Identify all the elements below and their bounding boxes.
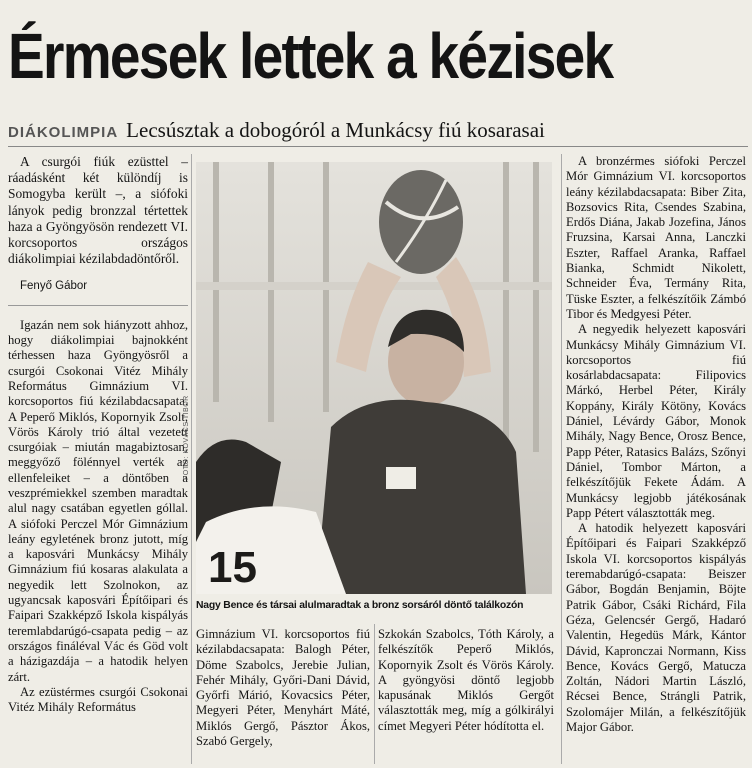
body-paragraph: A negyedik helyezett kaposvári Munkácsy Mihály Gimnázium VI. korcsoportos fiú kosárlabdacsapata: Filipovics Márkó, Herbel Péter, Király Koppány, Király Kötöny, Kovács Dániel, Lévárdy Gábor, Monok Mihály, Nagy Bence, Orosz Bence, Papp Péter, Ratasics Balázs, Szőnyi Dániel, Tombor Márton, a felkészítőjük Fekete Ádám. A Munkácsy legjobb játékosának Papp Pétert választották meg. — [566, 322, 746, 520]
body-paragraph: A hatodik helyezett kaposvári Építőipari és Faipari Szakképző Iskola VI. korcsoportos kispályás teremabdarúgó-csapata: Beiszer Gábor, Bogdán Benjamin, Böjte Patrik Gábor, Csáki Richárd, Fila Géza, Gelencsér Gergő, Hadaró Valentin, Hegedüs Márk, Kántor Dávid, Kapronczai Normann, Kiss Bence, Kovács Gergő, Matucza Zoltán, Nádori Martin László, Récsei Bence, Strángli Patrik, Szolomájer Milán, a felkészítőjük Major Gábor. — [566, 521, 746, 734]
article-photo — [196, 162, 552, 594]
body-paragraph: A bronzérmes siófoki Perczel Mór Gimnázium VI. korcsoportos leány kézilabdacsapata: Biber Zita, Bozsovics Rita, Csendes Szabina, Erdős Diána, Jakab Jozefina, János Fruzsina, Karsai Anna, Lanczki Eszter, Raffael Aranka, Raffael Bianka, Schmidt Nikolett, Schneider Éva, Termány Rita, Tüske Eszter, a felkészítőik Zámbó Tibor és Medgyesi Péter. — [566, 154, 746, 321]
lead-paragraph: A csurgói fiúk ezüsttel – ráadásként két különdíj is Somogyba került –, a siófoki lányok pedig bronzzal tértettek haza a Gyöngyösön rendezett VI. korcsoportos országos diákolimpiai kézilabdadöntőről. — [8, 154, 188, 267]
basketball-photo — [196, 162, 552, 594]
player-jersey — [316, 400, 526, 594]
kicker: DIÁKOLIMPIA — [8, 124, 119, 141]
photo-credit: FOTÓ: KOVÁCS TIBOR — [183, 395, 190, 480]
byline: Fenyő Gábor — [20, 280, 88, 293]
kicker-line — [8, 118, 748, 143]
byline-rule — [8, 305, 188, 306]
column-4 — [566, 154, 746, 735]
jersey-number: 15 — [208, 543, 257, 592]
body-paragraph: Szkokán Szabolcs, Tóth Károly, a felkészítők Peperő Miklós, Kopornyik Zsolt és Vörös Károly. A gyöngyösi döntő legjobb kapusának Miklós Gergőt választották meg, míg a gólkirályi címet Megyeri Péter hódította el. — [378, 627, 554, 733]
subhead: Lecsúsztak a dobogóról a Munkácsy fiú kosarasai — [126, 118, 545, 142]
header-rule — [8, 146, 748, 147]
headline: Érmesek lettek a kézisek — [8, 20, 613, 92]
column-rule — [561, 154, 562, 764]
column-1 — [8, 154, 188, 715]
body-paragraph: Igazán nem sok hiányzott ahhoz, hogy diákolimpiai bajnokként térhessen haza Gyöngyösről a csurgói Csokonai Vitéz Mihály Református Gimnázium VI. korcsoportos fiú kézilabdacsapata. A Peperő Miklós, Kopornyik Zsolt, Vörös Károly trió által vezetett csurgóiak – miután magabiztosan, meggyőző fölénnyel verték az ellenfeleiket – a döntőben a veszprémiekkel szemben maradtak alul nagy csatában egyetlen góllal. A siófoki Perczel Mór Gimnázium leány egyletének bronz jutott, míg a kaposvári Munkácsy Mihály Gimnázium fiú kosaras alakulata a negyedik lett Szolnokon, az ugyancsak kaposvári Építőipari és Faipari Szakképző Iskola kispályás teremlabdarúgó-csapata pedig – az országos fináléval Vác és Göd volt a házigazdája – a hatodik helyen zárt. — [8, 317, 188, 684]
column-2 — [196, 627, 370, 749]
body-paragraph: Az ezüstérmes csurgói Csokonai Vitéz Mihály Református — [8, 684, 188, 715]
column-rule — [191, 154, 192, 764]
column-rule — [374, 624, 375, 764]
column-3 — [378, 627, 554, 734]
photo-caption: Nagy Bence és társai alulmaradtak a bronz sorsáról döntő találkozón — [196, 600, 524, 611]
ball-icon — [379, 170, 463, 274]
body-paragraph: Gimnázium VI. korcsoportos fiú kézilabdacsapata: Balogh Péter, Döme Szabolcs, Jerebie Julian, Fehér Mihály, Győri-Dani Dávid, Győrfi Márió, Kovacsics Péter, Megyeri Péter, Menyhárt Máté, Miklós Gergő, Pásztor Ákos, Szabó Gergely, — [196, 627, 370, 749]
